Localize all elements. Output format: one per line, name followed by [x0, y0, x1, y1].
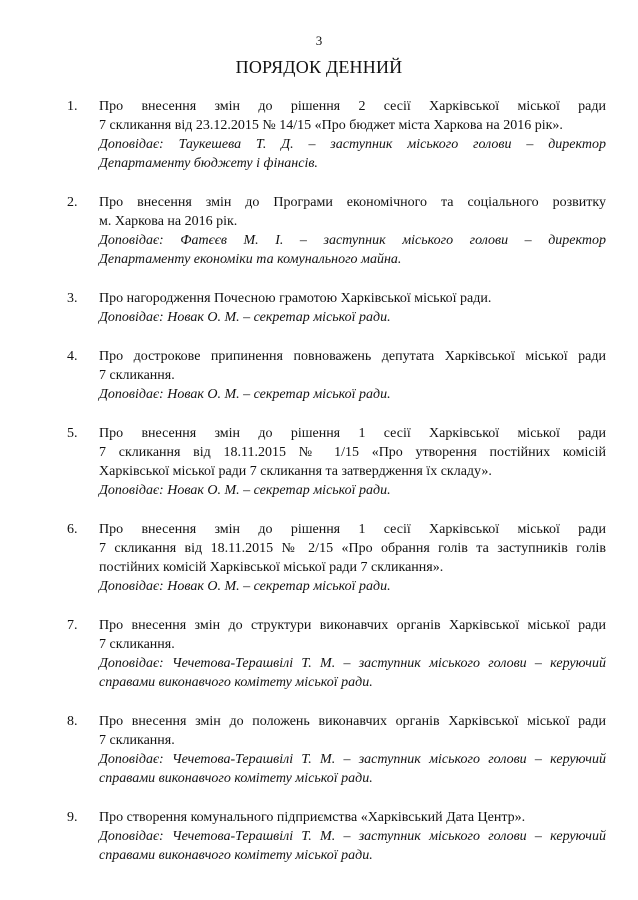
agenda-item [0, 347, 638, 404]
agenda-item-body [99, 520, 606, 596]
page-title: ПОРЯДОК ДЕННИЙ [235, 57, 403, 77]
agenda-item-title-line: постійних комісій Харківської міської ради 7 скликання». [99, 560, 444, 575]
agenda-item-title-line: 7 скликання. [99, 733, 175, 748]
agenda-item-body [99, 347, 606, 404]
agenda-item-reporter-line: Доповідає: Новак О. М. – секретар міської ради. [99, 483, 391, 498]
agenda-item-number: 6. [67, 522, 78, 537]
agenda-item-reporter-line: Доповідає: Чечетова-Терашвілі Т. М. – заступник міського голови – керуючий [99, 829, 606, 844]
agenda-item-body [99, 424, 606, 500]
agenda-item-reporter-line: Доповідає: Чечетова-Терашвілі Т. М. – заступник міського голови – керуючий [99, 656, 606, 671]
agenda-item-number: 2. [67, 195, 78, 210]
page-number: 3 [315, 33, 323, 48]
agenda-item-title-line: Про нагородження Почесною грамотою Харківської міської ради. [99, 291, 492, 306]
agenda-item-number: 1. [67, 99, 78, 114]
agenda-item-reporter-line: справами виконавчого комітету міської ради. [99, 771, 373, 786]
agenda-item-reporter-line: справами виконавчого комітету міської ради. [99, 848, 373, 863]
agenda-item-reporter-line: Департаменту бюджету і фінансів. [99, 156, 318, 171]
agenda-item-number: 7. [67, 618, 78, 633]
agenda-item-title-line: Про внесення змін до рішення 1 сесії Харківської міської ради [99, 522, 606, 537]
agenda-item [0, 520, 638, 596]
agenda-item-title-line: 7 скликання. [99, 368, 175, 383]
agenda-item-reporter-line: Доповідає: Новак О. М. – секретар міської ради. [99, 387, 391, 402]
agenda-item-title-line: Про створення комунального підприємства «Харківський Дата Центр». [99, 810, 526, 825]
agenda-item-reporter-line: Доповідає: Новак О. М. – секретар міської ради. [99, 310, 391, 325]
agenda-list [0, 97, 638, 885]
agenda-item-number: 9. [67, 810, 78, 825]
agenda-item-reporter-line: Доповідає: Новак О. М. – секретар міської ради. [99, 579, 391, 594]
agenda-item-body [99, 97, 606, 173]
agenda-item [0, 193, 638, 269]
agenda-item [0, 424, 638, 500]
agenda-item-title-line: 7 скликання від 18.11.2015 № 2/15 «Про обрання голів та заступників голів [99, 541, 606, 556]
agenda-item-body [99, 712, 606, 788]
agenda-item-reporter-line: Департаменту економіки та комунального майна. [99, 252, 402, 267]
agenda-item-number: 4. [67, 349, 78, 364]
agenda-item [0, 712, 638, 788]
agenda-item-title-line: м. Харкова на 2016 рік. [99, 214, 238, 229]
agenda-item-reporter-line: справами виконавчого комітету міської ради. [99, 675, 373, 690]
agenda-item-body [99, 616, 606, 692]
agenda-item [0, 97, 638, 173]
agenda-item-reporter-line: Доповідає: Таукешева Т. Д. – заступник міського голови – директор [99, 137, 606, 152]
agenda-item-title-line: Про внесення змін до положень виконавчих органів Харківської міської ради [99, 714, 606, 729]
agenda-item-title-line: Про внесення змін до рішення 1 сесії Харківської міської ради [99, 426, 606, 441]
agenda-item-title-line: 7 скликання. [99, 637, 175, 652]
agenda-item-body [99, 193, 606, 269]
agenda-item-reporter-line: Доповідає: Фатєєв М. І. – заступник міського голови – директор [99, 233, 606, 248]
agenda-item-reporter-line: Доповідає: Чечетова-Терашвілі Т. М. – заступник міського голови – керуючий [99, 752, 606, 767]
agenda-item-body [99, 289, 606, 327]
agenda-item-number: 3. [67, 291, 78, 306]
agenda-item-title-line: Про дострокове припинення повноважень депутата Харківської міської ради [99, 349, 606, 364]
agenda-item-title-line: Про внесення змін до структури виконавчих органів Харківської міської ради [99, 618, 606, 633]
agenda-item-title-line: Про внесення змін до Програми економічного та соціального розвитку [99, 195, 606, 210]
agenda-item-title-line: Про внесення змін до рішення 2 сесії Харківської міської ради [99, 99, 606, 114]
agenda-item-number: 5. [67, 426, 78, 441]
agenda-item [0, 808, 638, 865]
agenda-item-title-line: 7 скликання від 23.12.2015 № 14/15 «Про бюджет міста Харкова на 2016 рік». [99, 118, 563, 133]
agenda-item-title-line: Харківської міської ради 7 скликання та затвердження їх складу». [99, 464, 492, 479]
agenda-item [0, 289, 638, 327]
agenda-item-number: 8. [67, 714, 78, 729]
agenda-item-body [99, 808, 606, 865]
agenda-item [0, 616, 638, 692]
agenda-item-title-line: 7 скликання від 18.11.2015 № 1/15 «Про утворення постійних комісій [99, 445, 606, 460]
